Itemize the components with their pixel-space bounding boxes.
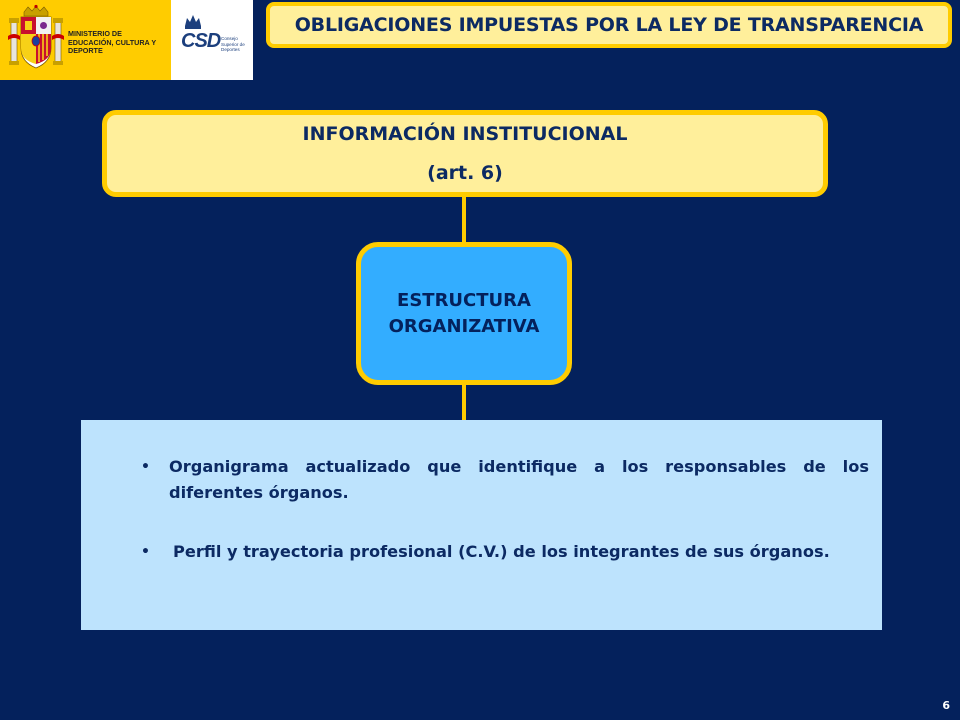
list-item-text: Organigrama actualizado que identifique a los responsables de los diferentes órganos. <box>169 457 869 502</box>
page-number: 6 <box>942 699 950 712</box>
content-panel <box>81 420 882 630</box>
bullet-icon: • <box>141 459 150 475</box>
bullet-icon: • <box>141 544 150 560</box>
ministry-name: MINISTERIO DE EDUCACIÓN, CULTURA Y DEPORTE <box>68 29 156 55</box>
csd-logo-text: CSD <box>181 30 221 52</box>
csd-crown-icon <box>183 12 203 30</box>
list-item-text: Perfil y trayectoria profesional (C.V.) de los integrantes de sus órganos. <box>173 542 830 561</box>
list-item <box>141 539 869 565</box>
connector-top <box>462 197 466 242</box>
connector-bottom <box>462 385 466 420</box>
info-article: (art. 6) <box>427 162 503 184</box>
info-title: INFORMACIÓN INSTITUCIONAL <box>302 123 628 145</box>
list-item <box>141 454 869 506</box>
structure-box <box>356 242 572 385</box>
page-title: OBLIGACIONES IMPUESTAS POR LA LEY DE TRANSPARENCIA <box>266 2 952 48</box>
csd-logo <box>171 0 253 80</box>
ministry-logo <box>0 0 171 80</box>
structure-label: ESTRUCTURA ORGANIZATIVA <box>388 289 540 337</box>
coat-of-arms-icon <box>6 4 66 76</box>
info-box <box>102 110 828 197</box>
csd-name: Consejo Superior de Deportes <box>221 36 245 53</box>
